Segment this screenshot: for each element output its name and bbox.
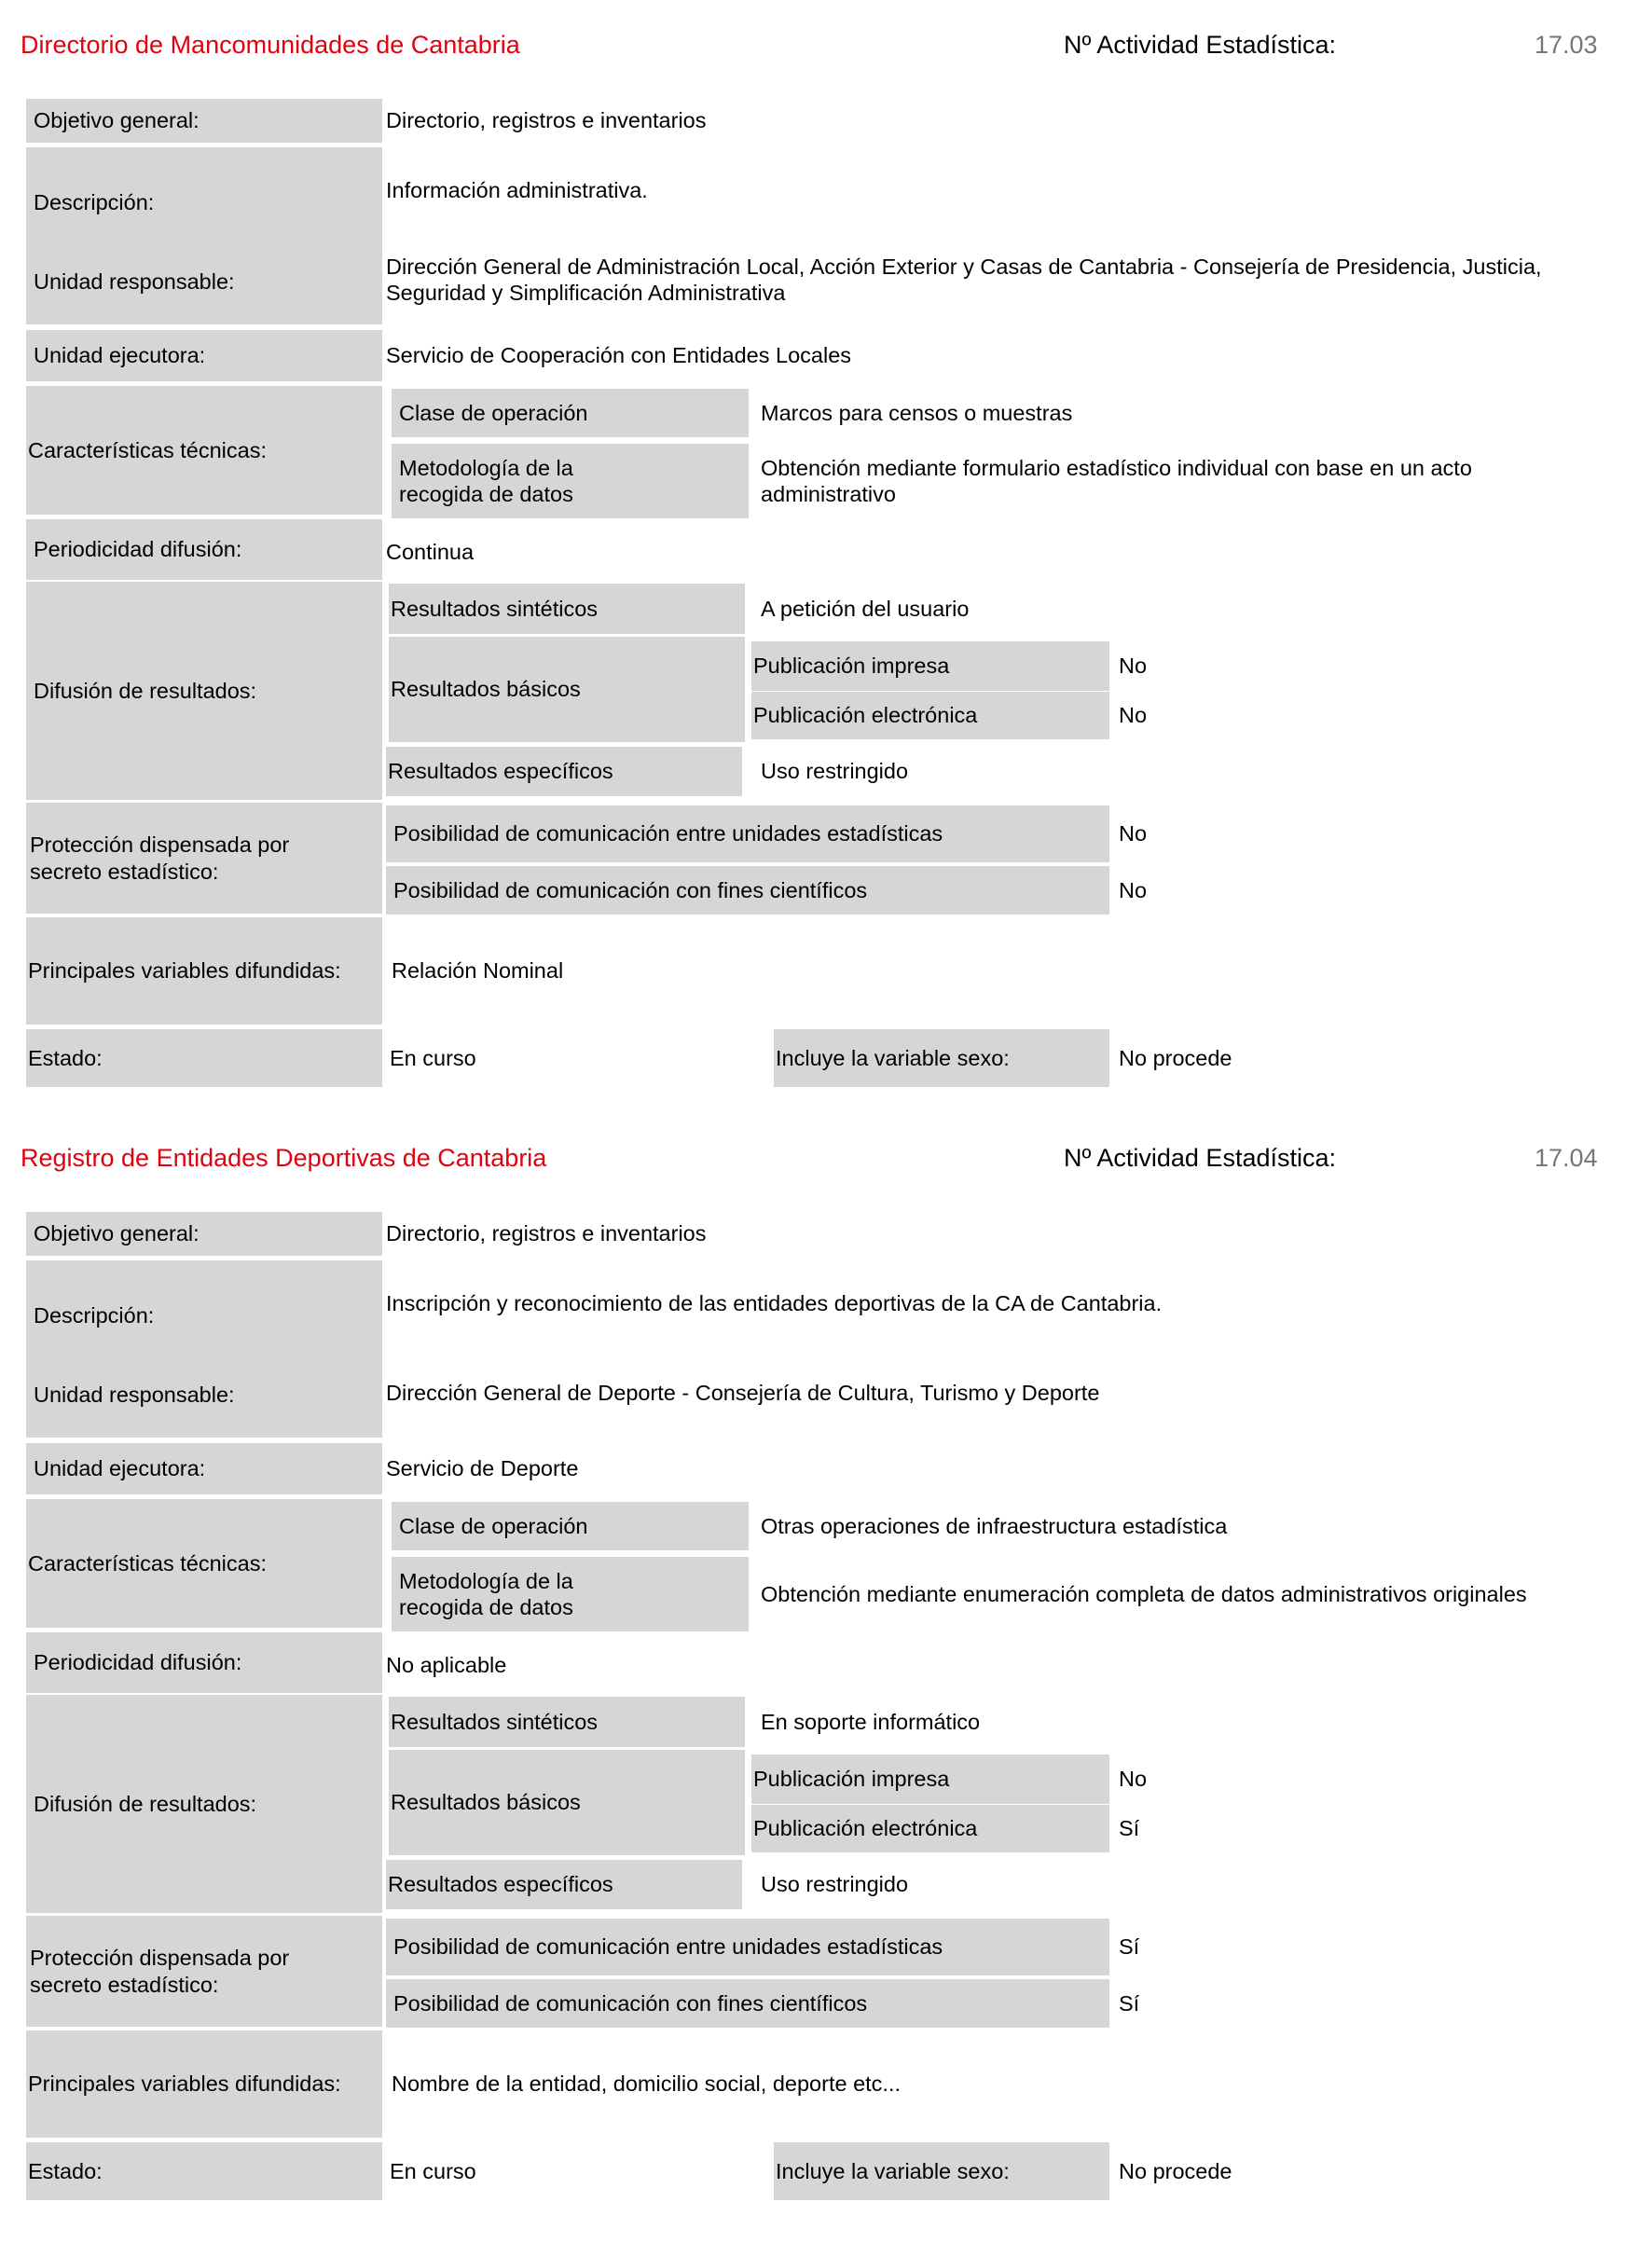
label-objetivo	[26, 99, 382, 143]
activity-number-value: 17.03	[1535, 31, 1598, 59]
value-unidad-responsable	[386, 254, 1626, 306]
label-especificos	[386, 747, 742, 796]
label-caracteristicas	[26, 1499, 382, 1628]
value-text-sinteticos: En soporte informático	[761, 1709, 981, 1734]
label-text-descripcion: Descripción:	[34, 189, 155, 214]
value-text-objetivo: Directorio, registros e inventarios	[386, 1221, 707, 1246]
label-text-especificos: Resultados específicos	[388, 1872, 613, 1897]
value-objetivo	[386, 1212, 1598, 1256]
label-text-estado: Estado:	[28, 2158, 103, 2183]
label-text-sinteticos: Resultados sintéticos	[391, 596, 599, 621]
value-text-periodicidad: Continua	[386, 539, 475, 564]
value-text-especificos: Uso restringido	[761, 759, 909, 784]
label-sexo	[774, 2142, 1109, 2200]
label-difusion	[26, 582, 382, 800]
label-text-descripcion: Descripción:	[34, 1302, 155, 1328]
value-text-com-unidades: Sí	[1119, 1934, 1140, 1960]
label-text-unidad-responsable: Unidad responsable:	[34, 268, 235, 294]
label-text-difusion: Difusión de resultados:	[34, 678, 257, 703]
label-metodologia	[392, 444, 749, 518]
label-periodicidad	[26, 519, 382, 580]
value-variables	[392, 2049, 1510, 2119]
label-pub-impresa	[751, 1755, 1109, 1804]
label-clase-operacion	[392, 389, 749, 437]
label-text-unidad-ejecutora: Unidad ejecutora:	[34, 343, 206, 368]
label-proteccion	[26, 1916, 382, 2027]
label-proteccion	[26, 803, 382, 914]
label-clase-operacion	[392, 1502, 749, 1550]
value-unidad-responsable	[386, 1367, 1626, 1419]
label-caracteristicas	[26, 386, 382, 515]
value-com-cientificos	[1119, 1979, 1492, 2028]
label-sinteticos	[389, 584, 745, 634]
label-text-objetivo: Objetivo general:	[34, 1221, 200, 1246]
value-text-pub-electronica: Sí	[1119, 1816, 1140, 1841]
value-clase-operacion	[761, 389, 1600, 437]
label-unidad-ejecutora	[26, 330, 382, 381]
label-text-pub-electronica: Publicación electrónica	[753, 1816, 978, 1841]
label-text-especificos: Resultados específicos	[388, 759, 613, 784]
label-objetivo	[26, 1212, 382, 1256]
label-text-difusion: Difusión de resultados:	[34, 1791, 257, 1816]
activity-number-label: Nº Actividad Estadística:	[1064, 1144, 1336, 1172]
value-com-cientificos	[1119, 866, 1492, 915]
label-estado	[26, 1029, 382, 1087]
label-text-objetivo: Objetivo general:	[34, 108, 200, 133]
label-unidad-ejecutora	[26, 1443, 382, 1494]
value-text-descripcion: Información administrativa.	[386, 177, 648, 202]
record-title: Registro de Entidades Deportivas de Cantabria	[21, 1144, 547, 1172]
value-text-metodologia: Obtención mediante enumeración completa de datos administrativos originales	[761, 1581, 1527, 1606]
value-text-unidad-responsable: Dirección General de Deporte - Consejería de Cultura, Turismo y Deporte	[386, 1380, 1100, 1405]
value-text-metodologia: Obtención mediante formulario estadístico individual con base en un acto administrativo	[761, 455, 1472, 506]
label-sexo	[774, 1029, 1109, 1087]
label-text-com-unidades: Posibilidad de comunicación entre unidades estadísticas	[393, 821, 943, 846]
label-text-metodologia: Metodología de la recogida de datos	[399, 1568, 573, 1619]
label-pub-electronica	[751, 692, 1109, 739]
value-pub-impresa	[1119, 641, 1492, 691]
label-com-cientificos	[386, 866, 1109, 915]
value-especificos	[761, 747, 1320, 796]
label-basicos	[389, 1750, 745, 1855]
label-text-pub-impresa: Publicación impresa	[753, 1767, 950, 1792]
value-estado	[390, 1029, 763, 1087]
activity-number-value: 17.04	[1535, 1144, 1598, 1172]
value-text-pub-impresa: No	[1119, 1767, 1148, 1792]
label-text-basicos: Resultados básicos	[391, 677, 581, 702]
value-text-sinteticos: A petición del usuario	[761, 596, 970, 621]
value-text-especificos: Uso restringido	[761, 1872, 909, 1897]
value-text-clase-operacion: Marcos para censos o muestras	[761, 400, 1073, 425]
value-com-unidades	[1119, 1919, 1492, 1975]
label-unidad-responsable	[26, 1352, 382, 1438]
value-text-com-cientificos: Sí	[1119, 1990, 1140, 2016]
value-sexo	[1119, 1029, 1492, 1087]
value-objetivo	[386, 99, 1598, 143]
value-text-sexo: No procede	[1119, 1045, 1232, 1070]
label-com-cientificos	[386, 1979, 1109, 2028]
label-estado	[26, 2142, 382, 2200]
value-text-com-unidades: No	[1119, 821, 1148, 846]
value-unidad-ejecutora	[386, 330, 1598, 381]
value-variables	[392, 936, 1510, 1006]
label-sinteticos	[389, 1697, 745, 1747]
label-text-metodologia: Metodología de la recogida de datos	[399, 455, 573, 506]
label-text-clase-operacion: Clase de operación	[399, 1513, 588, 1538]
value-descripcion	[386, 166, 1598, 214]
label-text-sexo: Incluye la variable sexo:	[776, 1045, 1010, 1070]
value-text-unidad-ejecutora: Servicio de Cooperación con Entidades Locales	[386, 343, 852, 368]
label-text-com-cientificos: Posibilidad de comunicación con fines científicos	[393, 1990, 868, 2016]
value-com-unidades	[1119, 805, 1492, 862]
value-text-clase-operacion: Otras operaciones de infraestructura estadística	[761, 1513, 1228, 1538]
value-text-variables: Nombre de la entidad, domicilio social, deporte etc...	[392, 2071, 902, 2097]
label-text-sexo: Incluye la variable sexo:	[776, 2158, 1010, 2183]
value-sinteticos	[761, 1697, 1600, 1747]
label-com-unidades	[386, 805, 1109, 862]
label-basicos	[389, 637, 745, 742]
label-especificos	[386, 1860, 742, 1909]
label-text-unidad-ejecutora: Unidad ejecutora:	[34, 1456, 206, 1481]
label-pub-electronica	[751, 1805, 1109, 1852]
value-sinteticos	[761, 584, 1600, 634]
value-sexo	[1119, 2142, 1492, 2200]
label-text-pub-electronica: Publicación electrónica	[753, 703, 978, 728]
value-text-unidad-ejecutora: Servicio de Deporte	[386, 1456, 579, 1481]
activity-number-label: Nº Actividad Estadística:	[1064, 31, 1336, 59]
label-text-periodicidad: Periodicidad difusión:	[34, 1650, 242, 1675]
label-text-caracteristicas: Características técnicas:	[28, 437, 267, 462]
value-clase-operacion	[761, 1502, 1600, 1550]
value-metodologia	[761, 1557, 1572, 1631]
label-text-sinteticos: Resultados sintéticos	[391, 1709, 599, 1734]
label-text-com-unidades: Posibilidad de comunicación entre unidades estadísticas	[393, 1934, 943, 1960]
value-pub-electronica	[1119, 692, 1492, 739]
label-text-estado: Estado:	[28, 1045, 103, 1070]
label-text-proteccion: Protección dispensada por secreto estadístico:	[30, 833, 290, 884]
label-metodologia	[392, 1557, 749, 1631]
value-text-pub-electronica: No	[1119, 703, 1148, 728]
value-descripcion	[386, 1279, 1598, 1328]
value-periodicidad	[386, 524, 1225, 580]
label-difusion	[26, 1695, 382, 1913]
label-text-variables: Principales variables difundidas:	[28, 958, 341, 984]
label-text-proteccion: Protección dispensada por secreto estadístico:	[30, 1946, 290, 1997]
value-especificos	[761, 1860, 1320, 1909]
value-text-estado: En curso	[390, 2158, 476, 2183]
label-text-basicos: Resultados básicos	[391, 1790, 581, 1815]
value-metodologia	[761, 444, 1572, 518]
value-text-variables: Relación Nominal	[392, 958, 564, 984]
label-text-unidad-responsable: Unidad responsable:	[34, 1382, 235, 1407]
label-com-unidades	[386, 1919, 1109, 1975]
label-text-caracteristicas: Características técnicas:	[28, 1550, 267, 1576]
label-text-variables: Principales variables difundidas:	[28, 2071, 341, 2097]
label-text-clase-operacion: Clase de operación	[399, 400, 588, 425]
value-text-descripcion: Inscripción y reconocimiento de las entidades deportivas de la CA de Cantabria.	[386, 1290, 1163, 1315]
value-text-sexo: No procede	[1119, 2158, 1232, 2183]
label-pub-impresa	[751, 641, 1109, 691]
value-pub-electronica	[1119, 1805, 1492, 1852]
value-estado	[390, 2142, 763, 2200]
value-text-periodicidad: No aplicable	[386, 1652, 507, 1677]
label-variables	[26, 2030, 382, 2138]
record-title: Directorio de Mancomunidades de Cantabria	[21, 31, 520, 59]
value-text-unidad-responsable: Dirección General de Administración Local, Acción Exterior y Casas de Cantabria - Consejería de Presidencia, Justicia, Seguridad y Simplificación Administrativa	[386, 254, 1542, 305]
value-text-estado: En curso	[390, 1045, 476, 1070]
value-pub-impresa	[1119, 1755, 1492, 1804]
value-unidad-ejecutora	[386, 1443, 1598, 1494]
label-text-com-cientificos: Posibilidad de comunicación con fines científicos	[393, 877, 868, 902]
label-unidad-responsable	[26, 239, 382, 324]
value-text-com-cientificos: No	[1119, 877, 1148, 902]
value-text-objetivo: Directorio, registros e inventarios	[386, 108, 707, 133]
value-periodicidad	[386, 1637, 1225, 1693]
label-periodicidad	[26, 1632, 382, 1693]
label-text-periodicidad: Periodicidad difusión:	[34, 537, 242, 562]
value-text-pub-impresa: No	[1119, 654, 1148, 679]
label-text-pub-impresa: Publicación impresa	[753, 654, 950, 679]
label-variables	[26, 917, 382, 1025]
